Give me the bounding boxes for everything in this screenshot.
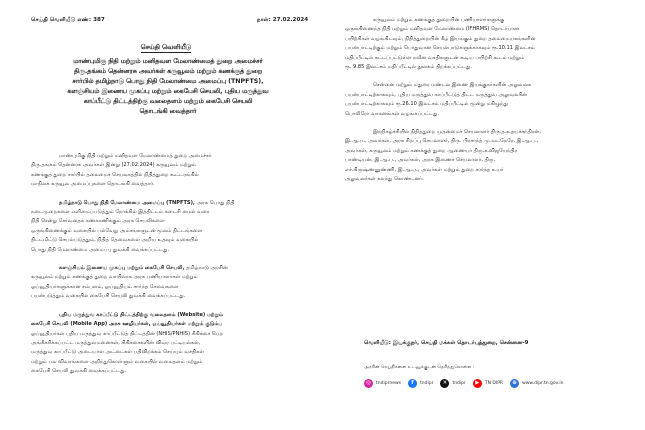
release-title — [34, 57, 302, 116]
social-links — [364, 379, 624, 388]
x-icon: ✕ — [440, 379, 449, 388]
facebook-icon: f — [408, 379, 417, 388]
paragraph-line: மருத்துவ காப்பீட்டு அடையாள அட்டைகள் பதிவிறக்கம் செய்யும் வசதிகள் — [31, 349, 205, 356]
left-column — [31, 152, 306, 386]
paragraph-attendees — [345, 128, 623, 184]
paragraph-line: அவர்கள், கருவூலம் மற்றும் கணக்குத் துறை ஆணையர் திரு.க.விஜயேந்திர — [345, 147, 518, 154]
social-link-facebook[interactable] — [408, 379, 433, 388]
paragraph-line: பயன்படுத்தும் வகையில் கைபேசி செயலி துவக்கி வைக்கப்பட்டது. — [31, 293, 186, 300]
paragraph-line: பயிற்சிகள் வழங்கிடவும், நிதித்துறையின் கீழ் இயங்கும் துறை தலைமையகங்களின் — [345, 35, 536, 42]
paragraph-line: எச்.கிருஷ்ணனுண்ணி, இ.ஆ.ப., அவர்கள் மற்றும் துறை சார்ந்த உயர் — [345, 166, 504, 173]
paragraph-lead: புதிய மருத்துவ காப்பீட்டு திட்டத்திற்கு வலைதளம் (Website) மற்றும் — [59, 311, 223, 318]
paragraph-line: இ.ஆ.ப., அவர்கள், அரசு சிறப்பு செயலாளர், திரு. பிரசாந்த் மு.வடநேரே, இ.ஆ.ப., — [345, 138, 539, 145]
paragraph-line: திரு.தங்கம் தென்னரசு அவர்கள் இன்று (27.02.2024) கருவூலம் மற்றும் — [31, 162, 196, 169]
social-handle: tndiprnews — [376, 381, 401, 386]
paragraph-line: திட்டமிட்டு செயல்படுத்தும், நிதித் தேவைகளை அறிய உதவும் வகையில் — [31, 237, 199, 244]
document-type-heading — [56, 43, 276, 52]
paragraph-line: பயன்பாட்டிற்காகவும், புதிய மருத்துவ காப்பீட்டுத் திட்ட மருத்துவ அலுவலரின் — [345, 91, 528, 98]
globe-icon: ⊕ — [510, 379, 519, 388]
social-link-x[interactable] — [440, 379, 465, 388]
social-link-youtube[interactable] — [473, 379, 503, 388]
paragraph-line: நடைமுறைகளை எளிமைப்படுத்தும் நோக்கில் இத்திட்டம் கடைசி மைல் வரை — [31, 209, 210, 216]
paragraph-line: பொலிரோ வாகனங்கள் வழங்கப்பட்டது. — [345, 110, 440, 117]
issued-by: வெளியீடு: இயக்குநர், செய்தி மக்கள் தொடர்புத்துறை, சென்னை-9 — [364, 340, 529, 346]
instagram-icon: ◎ — [364, 379, 373, 388]
paragraph-vehicles — [345, 81, 623, 119]
paragraph-line: கருவூலம் மற்றும் கணக்குத் துறை வாயிலாக அரசு பணியாளர்கள் மற்றும் — [31, 274, 198, 281]
social-handle: tndipr — [420, 381, 434, 386]
paragraph-training-hall — [345, 16, 623, 72]
title-line: காப்பீட்டு திட்டத்திற்கு வலைதளம் மற்றும் கைபேசி செயலி — [83, 97, 253, 105]
paragraph-lead: தமிழ்நாடு பொது நிதி மேலாண்மை அமைப்பு (TNPFTS), — [59, 199, 195, 206]
paragraph-line: பாண்டியன், இ.ஆ.ப., அவர்கள், அரசு இணைச் செயலாளர், திரு. — [345, 157, 496, 164]
paragraph-line: சென்னை மற்றும் மதுரை மண்டல இணை இயக்குநர்களின் அலுவலக — [373, 82, 532, 89]
paragraph-line: அங்கீகரிக்கப்பட்ட மருத்துவமனைகள், சிகிச்சைகளின் விவர பட்டியல்கள், — [31, 339, 201, 346]
paragraph-line: களஞ்சியம் இணைய முகப்பு மற்றும் கைபேசி செயலி, தமிழ்நாடு அரசின் — [59, 265, 228, 272]
paragraph-tnpfts — [31, 199, 306, 255]
title-line: திரு.தங்கம் தென்னரசு அவர்கள் கருவூலம் மற்றும் கணக்குத் துறை — [73, 67, 263, 75]
paragraph-line: பயன்பாட்டிற்கும் மற்றும் பொதுவான செயல்பாடுகளுக்காகவும் ரூ.10.11 இலட்சம் — [345, 45, 535, 52]
paragraph-line: நிதி சென்று சேர்வதைக் கண்காணிக்கும் அரசு செயலிகளை — [31, 218, 165, 225]
paragraph-insurance — [31, 311, 306, 377]
social-link-instagram[interactable] — [364, 379, 401, 388]
paragraph-kalanjiyam — [31, 264, 306, 302]
paragraph-line: தமிழ்நாடு பொது நிதி மேலாண்மை அமைப்பு (TNPFTS), அரசு பொது நிதி — [59, 199, 235, 206]
title-line: களஞ்சியம் இணைய முகப்பு மற்றும் கைபேசி செயலி, புதிய மருத்துவ — [67, 87, 269, 95]
paragraph-line: கருவூலம் மற்றும் கணக்குத் துறையின் பணியாளர்களுக்கு — [373, 17, 505, 23]
right-column — [345, 16, 623, 194]
paragraph-line: பொது நிதி மேலாண்மை அமைப்பு துவக்கி வைக்கப்பட்டது. — [31, 246, 170, 253]
social-handle: www.dipr.tn.gov.in — [522, 381, 564, 386]
paragraph-line: மாநிலக் கருவூல அமைப்புகளை தொடங்கி வைத்தார். — [31, 181, 155, 188]
release-footer — [364, 340, 624, 388]
paragraph-line: கைபேசி செயலி (Mobile App) அரசு ஊழியர்கள், ஓய்வூதியர்கள் மற்றும் குடும்ப — [31, 321, 223, 328]
paragraph-lead: களஞ்சியம் இணைய முகப்பு மற்றும் கைபேசி செயலி, — [59, 265, 185, 272]
title-line: சார்பில் தமிழ்நாடு பொது நிதி மேலாண்மை அமைப்பு (TNPFTS), — [72, 77, 264, 85]
paragraph-line: அலுவலர்கள் கலந்து கொண்டனர். — [345, 176, 424, 183]
paragraph-line: ரூ. 9.85 இலட்சம் மதிப்பீட்டில் நூலகம் திறக்கப்பட்டது. — [345, 64, 472, 71]
release-number: செய்தி வெளியீடு எண்: 387 — [31, 17, 105, 23]
paragraph-line: மற்றும் பல விவரங்களை அறிந்துகொள்ளும் வகையில் வலைதளம் மற்றும் — [31, 358, 203, 365]
paragraph-line: பயன்பாட்டிற்காகவும் ரூ.26.10 இலட்சம் மதிப்பீட்டில் மூன்று மகிழுந்து — [345, 101, 508, 108]
social-heading: அரசின் செய்திகளை உடனுக்குடன் தெரிந்துகொள்ள : — [364, 365, 475, 370]
paragraph-line: இந்நிகழ்ச்சியில் நிதித்துறை முதன்மைச் செயலாளர் திரு.த.உதயச்சந்திரன், — [373, 129, 541, 136]
paragraph-line: மாண்புமிகு நிதி மற்றும் மனிதவள மேலாண்மைத் துறை அமைச்சர் — [59, 153, 212, 159]
title-line: தொடங்கி வைத்தார் — [139, 107, 197, 115]
paragraph-line — [31, 311, 306, 320]
social-link-website[interactable] — [510, 379, 563, 388]
title-line: மாண்புமிகு நிதி மற்றும் மனிதவள மேலாண்மைத் துறை அமைச்சர் — [73, 58, 263, 65]
paragraph-line: ஓய்வூதியர்களுக்கான சம்பளம், ஓய்வூதியம் சார்ந்த சேவைகளை — [31, 283, 179, 290]
paragraph-line: ஓய்வூதியர்கள் புதிய மருத்துவ காப்பீட்டுத் திட்டத்தின் (NHIS/PNHIS) சிகிச்சை பெற — [31, 330, 224, 337]
release-date: நாள்: 27.02.2024 — [257, 17, 309, 23]
youtube-icon: ▶ — [473, 379, 482, 388]
paragraph-intro — [31, 152, 306, 190]
social-handle: TN DIPR — [484, 381, 504, 386]
social-handle: tndipr — [452, 381, 466, 386]
paragraph-line: மதிப்பீட்டில் கட்டப்பட்டுள்ள நவீன வசதிகளுடன் கூடிய பயிற்சி கூடம் மற்றும் — [345, 54, 525, 61]
paragraph-line: கணக்குத் துறை சார்பில் தலைமைச் செயலகத்தில் நிதித்துறை கூட்டரங்கில் — [31, 171, 199, 178]
paragraph-line: ஒருங்கிணைக்கும் வகையில் பல்வேறு அம்சங்களுடன் மூலம் திட்டங்களை — [31, 227, 203, 234]
paragraph-line: கைபேசி செயலி துவக்கி வைக்கப்பட்டது. — [31, 368, 127, 375]
document-type-label: செய்தி வெளியீடு — [140, 43, 192, 51]
paragraph-line: ஒருங்கிணைந்த நிதி மற்றும் மனிதவள மேலாண்மை (IFHRMS) தொடர்பான — [345, 26, 519, 33]
